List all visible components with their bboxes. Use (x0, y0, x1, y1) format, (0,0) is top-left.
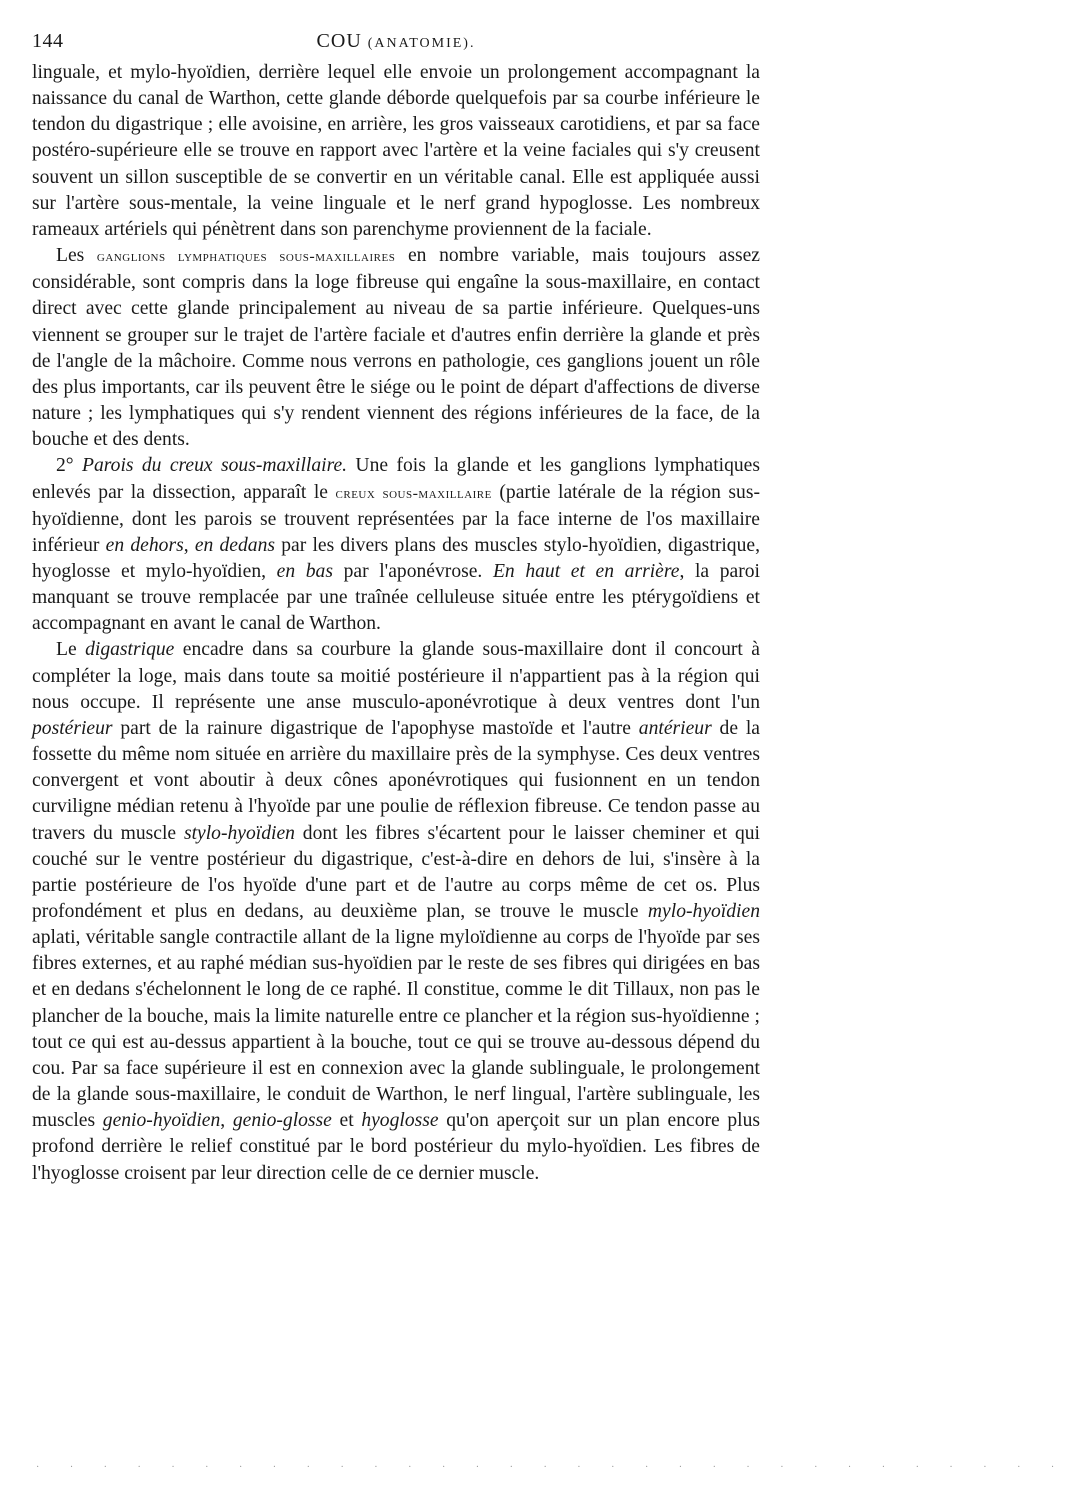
small-caps-run: ganglions lymphatiques sous-maxillaires (96, 248, 396, 266)
paragraph-3 (32, 453, 760, 637)
running-head-sub: (ANATOMIE). (367, 36, 476, 51)
text-run: Le (56, 639, 86, 661)
italic-run: antérieur (638, 717, 712, 739)
italic-run: genio-hyoïdien (102, 1110, 221, 1132)
text-run: , la paroi manquant se trouve remplacée par une traînée celluleuse située entre les ptérygoïdiens et accompagnant en avant le canal de Warthon. (32, 560, 760, 635)
body-text (32, 60, 760, 1187)
italic-run: genio-glosse (232, 1110, 332, 1132)
text-run: qu'on aperçoit sur un plan encore plus profond derrière le relief constitué par le bord postérieur du mylo-hyoïdien. Les fibres de l'hyoglosse croisent par leur direction celle de ce dernier muscle. (32, 1110, 761, 1184)
page-number: 144 (32, 30, 64, 52)
text-run: Les (56, 245, 97, 267)
text-run: 2° (56, 455, 82, 477)
running-head-main: COU (316, 30, 362, 52)
paragraph-1 (32, 60, 760, 243)
paragraph-4 (32, 637, 760, 1186)
italic-run: hyoglosse (361, 1110, 439, 1132)
text-run: dont les fibres s'écartent pour le laisser cheminer et qui couché sur le ventre postérieur du digastrique, c'est-à-dire en dehors de lui, s'insère à la partie postérieure de l'os hyoïde d'une part et de l'autre au corps même de cet os. Plus profondément et plus en dedans, au deuxième plan, se trouve le muscle (32, 822, 760, 922)
small-caps-run: creux sous-maxillaire (335, 484, 492, 502)
text-run: de la fossette du même nom située en arrière du maxillaire près de la symphyse. Ces deux ventres convergent et vont aboutir à deux cônes aponévrotiques qui fusionnent en un tendon curviligne médian retenu à l'hyoïde par une poulie de réflexion fibreuse. Ce tendon passe au travers du muscle (32, 717, 760, 844)
italic-run: mylo-hyoïdien (647, 901, 760, 922)
text-run: aplati, véritable sangle contractile allant de la ligne myloïdienne au corps de l'hyoïde par ses fibres externes, et au raphé médian sus-hyoïdien par le reste de ses fibres qui dirigées en bas et en dedans s'échelonnent le long de ce raphé. Il constitue, comme le dit Tillaux, non pas le plancher de la bouche, mais la limite naturelle entre ce plancher et la région sus-hyoïdienne ; tout ce qui est au-dessus appartient à la bouche, tout ce qui se trouve au-dessous dépend du cou. Par sa face supérieure il est en connexion avec la glande sublinguale, le prolongement de la glande sous-maxillaire, le conduit de Warthon, le nerf lingual, l'artère sublinguale, les muscles (32, 927, 760, 1132)
text-run: par les divers plans des muscles stylo-hyoïdien, digastrique, hyoglosse et mylo-hyoïdien, (32, 534, 760, 582)
document-page (32, 26, 760, 1187)
italic-run: en dehors (105, 534, 184, 556)
text-run: en nombre variable, mais toujours assez considérable, sont compris dans la loge fibreuse qui engaîne la sous-maxillaire, en contact direct avec cette glande principalement au niveau de sa partie inférieure. Quelques-uns viennent se grouper sur le trajet de l'artère faciale et d'autres enfin derrière la glande et près de l'angle de la mâchoire. Comme nous verrons en pathologie, ces ganglions jouent un rôle des plus importants, car ils peuvent être le siége ou le point de départ d'affections de diverse nature ; les lymphatiques qui s'y rendent viennent des régions inférieures de la face, de la bouche et des dents. (32, 245, 760, 451)
italic-run: digastrique (85, 639, 175, 661)
italic-run: stylo-hyoïdien (183, 822, 295, 844)
text-run: Une fois la glande et les ganglions lymphatiques enlevés par la dissection, apparaît le (32, 455, 761, 503)
page-header (32, 26, 760, 60)
italic-run: postérieur (32, 717, 113, 739)
footer-print-marks: · · · · · · · · · · · · · · · · · · · · · · · · · · · · · · · (36, 1462, 1068, 1473)
italic-run: en dedans (194, 534, 276, 556)
text-run: part de la rainure digastrique de l'apophyse mastoïde et l'autre (112, 717, 639, 739)
text-run: , (220, 1110, 233, 1132)
italic-run: En haut et en arrière (492, 560, 680, 582)
italic-run: en bas (276, 560, 333, 582)
italic-run: Parois du creux sous-maxillaire. (82, 455, 348, 477)
text-run: par l'aponévrose. (332, 560, 493, 582)
text-run: , (183, 534, 195, 556)
text-run: (partie latérale de la région sus-hyoïdienne, dont les parois se trouvent représentées par la face interne de l'os maxillaire inférieur (32, 481, 760, 556)
text-run: encadre dans sa courbure la glande sous-maxillaire dont il concourt à compléter la loge, mais dans toute sa moitié postérieure il n'appartient pas à la région qui nous occupe. Il représente une anse musculo-aponévrotique à deux ventres dont l'un (32, 639, 760, 713)
paragraph-2 (32, 243, 760, 453)
text-run: et (331, 1110, 362, 1132)
text-run: linguale, et mylo-hyoïdien, derrière lequel elle envoie un prolongement accompagnant la naissance du canal de Warthon, cette glande déborde quelquefois par sa courbe inférieure le tendon du digastrique ; elle avoisine, en arrière, les gros vaisseaux carotidiens, et par sa face postéro-supérieure elle se trouve en rapport avec l'artère et la veine faciales qui s'y creusent souvent un sillon susceptible de se convertir en un véritable canal. Elle est appliquée aussi sur l'artère sous-mentale, la veine linguale et le nerf grand hypoglosse. Les nombreux rameaux artériels qui pénètrent dans son parenchyme proviennent de la faciale. (32, 62, 760, 240)
running-head (32, 30, 760, 53)
